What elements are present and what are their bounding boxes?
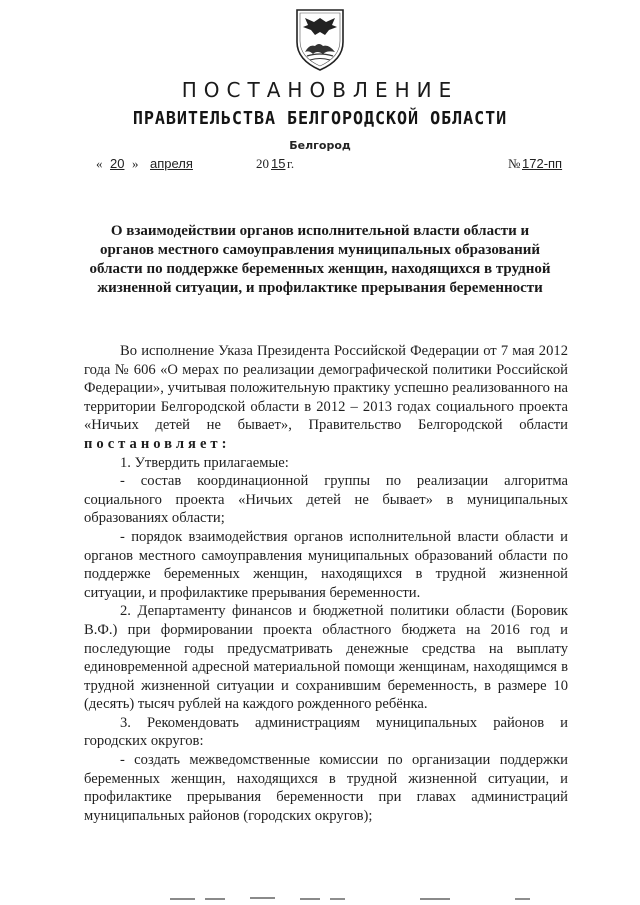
document-type-heading: ПОСТАНОВЛЕНИЕ [181,78,459,102]
preamble-paragraph [84,342,568,454]
date-year-suffix: 15 [271,156,286,171]
date-year-prefix: 20 [256,156,269,171]
document-body [84,342,568,825]
date-close-quote: » [132,156,139,171]
number-prefix: № [508,156,521,171]
date-year-end: г. [287,156,295,171]
preamble-text: Во исполнение Указа Президента Российской Федерации от 7 мая 2012 года № 606 «О мерах по реализации демографической политики Российской Федерации», учитывая положительную практику успешно реализованного на территории Белгородской области в 2012 – 2013 годах социального проекта «Ничьих детей не бывает», Правительство Белгородской области [84,343,568,434]
city-label: Белгород [289,139,351,152]
document-title: О взаимодействии органов исполнительной власти области и органов местного самоуправления муниципальных образований области по поддержке беременных женщин, находящихся в трудной жизненной ситуации, и профилактике прерывания беременности [89,223,551,296]
document-number: 172-пп [522,156,563,171]
paragraph-2: 2. Департаменту финансов и бюджетной политики области (Боровик В.Ф.) при формировании проекта областного бюджета на 2016 год и последующие годы предусматривать денежные средства на выплату единовременной адресной материальной помощи женщинам, находящимся в трудной жизненной ситуации и сохранившим беременность, в размере 10 (десять) тысяч рублей на каждого рожденного ребёнка. [84,603,568,713]
paragraph-1b: - порядок взаимодействия органов исполнительной власти области и органов местного самоуправления муниципальных образований области по поддержке беременных женщин, находящихся в трудной жизненной ситуации, и профилактике прерывания беременности. [84,528,568,601]
date-month: апреля [150,156,193,171]
date-number-line [94,156,574,176]
date-open-quote: « [96,156,103,171]
issuer-heading: ПРАВИТЕЛЬСТВА БЕЛГОРОДСКОЙ ОБЛАСТИ [132,108,508,129]
scan-artifacts [0,890,640,905]
decree-word: постановляет: [84,435,231,452]
paragraph-1: 1. Утвердить прилагаемые: [120,454,289,471]
coat-of-arms-icon [291,8,349,72]
paragraph-1a: - состав координационной группы по реализации алгоритма социального проекта «Ничьих детей не бывает» в муниципальных образованиях области; [84,473,568,527]
paragraph-3a: - создать межведомственные комиссии по организации поддержки беременных женщин, находящихся в трудной жизненной ситуации, и профилактике прерывания беременности при главах администраций муниципальных районов (городских округов); [84,752,568,824]
date-day: 20 [110,156,125,171]
paragraph-3: 3. Рекомендовать администрациям муниципальных районов и городских округов: [84,714,568,750]
